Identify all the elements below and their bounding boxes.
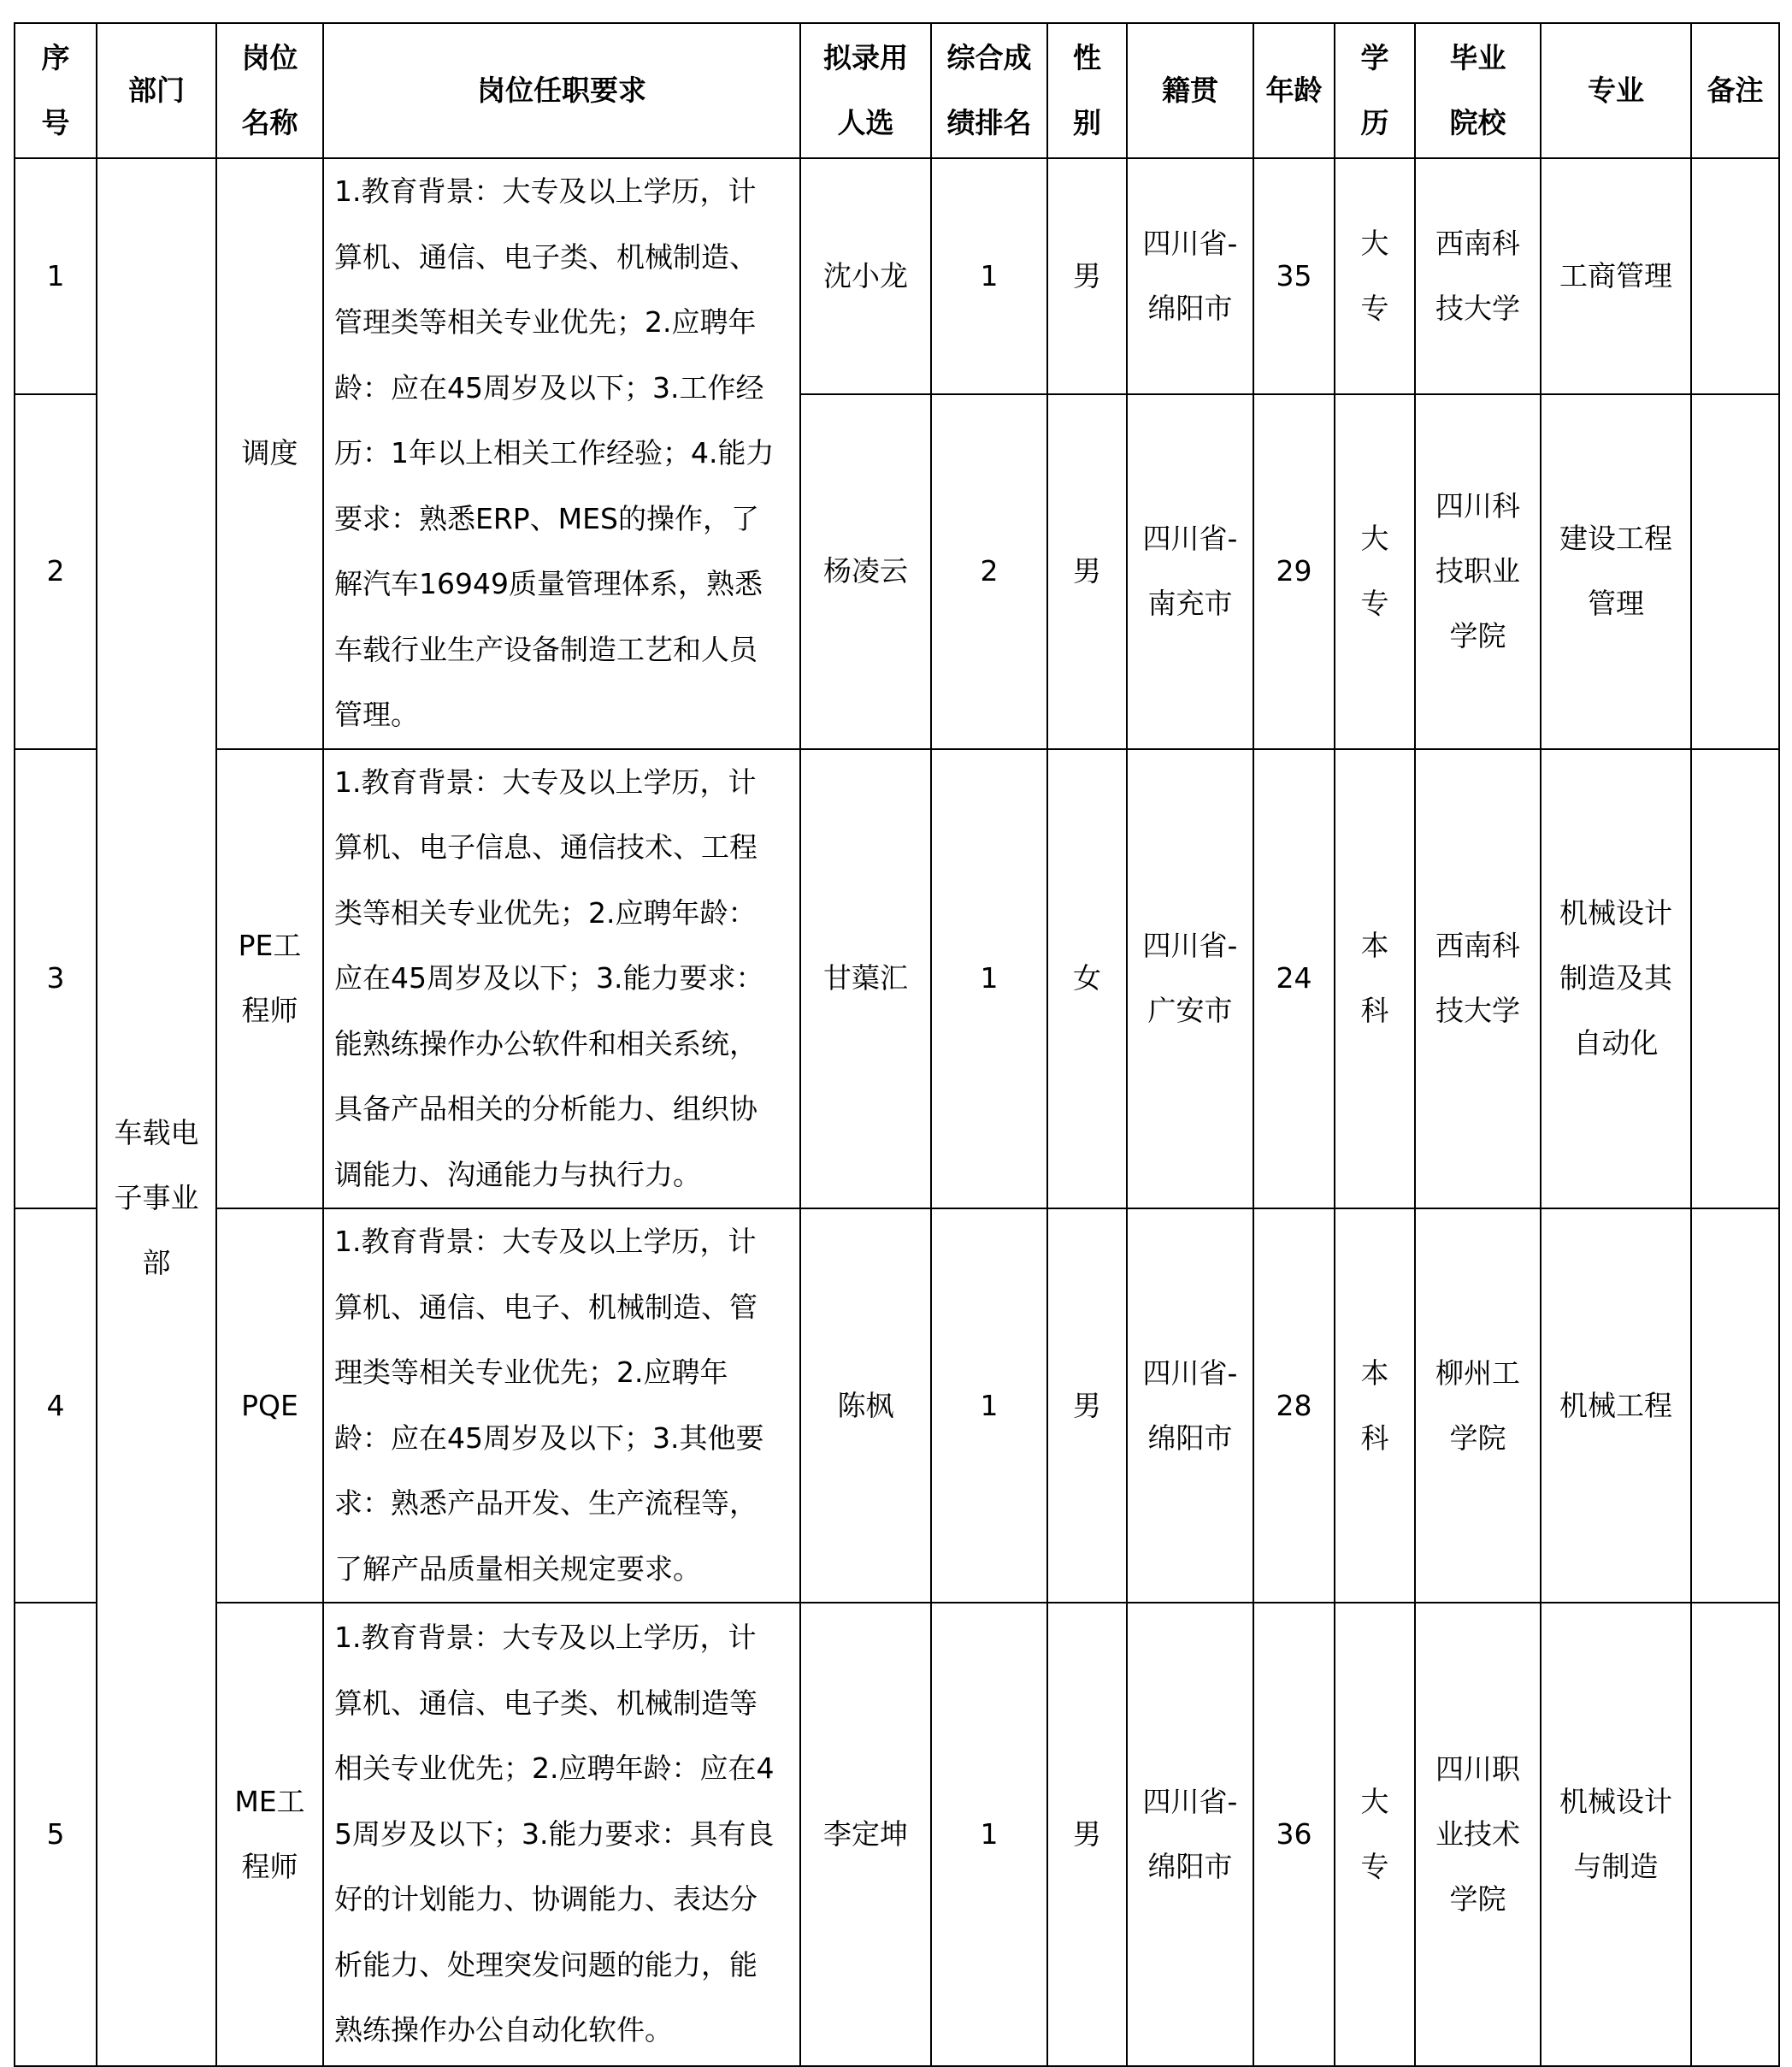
cell-school: 四川职 业技术 学院 [1415, 1603, 1541, 2066]
cell-candidate: 李定坤 [800, 1603, 931, 2066]
cell-rank: 1 [931, 1208, 1047, 1603]
cell-requirements: 1.教育背景：大专及以上学历，计算机、通信、电子类、机械制造、管理类等相关专业优先；2.应聘年龄：应在45周岁及以下；3.工作经历：1年以上相关工作经验；4.能力要求：熟悉ERP、MES的操作，了解汽车16949质量管理体系，熟悉车载行业生产设备制造工艺和人员管理。 [323, 158, 800, 749]
cell-gender: 男 [1047, 1208, 1127, 1603]
table-row [15, 1208, 1779, 1603]
header-education: 学 历 [1335, 23, 1415, 158]
cell-major: 工商管理 [1541, 158, 1691, 394]
header-row [15, 23, 1779, 158]
cell-requirements: 1.教育背景：大专及以上学历，计算机、通信、电子、机械制造、管理类等相关专业优先；2.应聘年龄：应在45周岁及以下；3.其他要求：熟悉产品开发、生产流程等，了解产品质量相关规定要求。 [323, 1208, 800, 1603]
table-row [15, 749, 1779, 1209]
cell-origin: 四川省- 南充市 [1127, 394, 1253, 749]
cell-candidate: 沈小龙 [800, 158, 931, 394]
cell-origin: 四川省- 绵阳市 [1127, 1603, 1253, 2066]
cell-school: 柳州工 学院 [1415, 1208, 1541, 1603]
header-seq: 序 号 [15, 23, 97, 158]
cell-school: 四川科 技职业 学院 [1415, 394, 1541, 749]
cell-school: 西南科 技大学 [1415, 749, 1541, 1209]
cell-age: 35 [1253, 158, 1335, 394]
cell-education: 大 专 [1335, 1603, 1415, 2066]
header-age: 年龄 [1253, 23, 1335, 158]
cell-remark [1691, 1603, 1779, 2066]
cell-candidate: 陈枫 [800, 1208, 931, 1603]
header-school: 毕业 院校 [1415, 23, 1541, 158]
header-major: 专业 [1541, 23, 1691, 158]
cell-gender: 女 [1047, 749, 1127, 1209]
cell-rank: 2 [931, 394, 1047, 749]
cell-position-pe: PE工 程师 [216, 749, 323, 1209]
cell-major: 机械设计 与制造 [1541, 1603, 1691, 2066]
cell-seq: 1 [15, 158, 97, 394]
cell-seq: 3 [15, 749, 97, 1209]
header-candidate: 拟录用 人选 [800, 23, 931, 158]
cell-position-me: ME工 程师 [216, 1603, 323, 2066]
cell-requirements: 1.教育背景：大专及以上学历，计算机、通信、电子类、机械制造等相关专业优先；2.应聘年龄：应在45周岁及以下；3.能力要求：具有良好的计划能力、协调能力、表达分析能力、处理突发问题的能力，能熟练操作办公自动化软件。 [323, 1603, 800, 2066]
header-origin: 籍贯 [1127, 23, 1253, 158]
header-dept: 部门 [97, 23, 216, 158]
header-position: 岗位 名称 [216, 23, 323, 158]
table-row [15, 158, 1779, 394]
cell-age: 29 [1253, 394, 1335, 749]
cell-seq: 2 [15, 394, 97, 749]
cell-remark [1691, 394, 1779, 749]
cell-seq: 4 [15, 1208, 97, 1603]
cell-rank: 1 [931, 749, 1047, 1209]
cell-age: 36 [1253, 1603, 1335, 2066]
table-row [15, 1603, 1779, 2066]
cell-seq: 5 [15, 1603, 97, 2066]
cell-origin: 四川省- 广安市 [1127, 749, 1253, 1209]
cell-major: 建设工程 管理 [1541, 394, 1691, 749]
cell-remark [1691, 1208, 1779, 1603]
cell-age: 28 [1253, 1208, 1335, 1603]
header-remark: 备注 [1691, 23, 1779, 158]
cell-origin: 四川省- 绵阳市 [1127, 158, 1253, 394]
cell-gender: 男 [1047, 394, 1127, 749]
cell-remark [1691, 749, 1779, 1209]
cell-education: 大 专 [1335, 158, 1415, 394]
cell-origin: 四川省- 绵阳市 [1127, 1208, 1253, 1603]
cell-department: 车载电 子事业 部 [97, 158, 216, 2066]
cell-remark [1691, 158, 1779, 394]
cell-education: 本 科 [1335, 1208, 1415, 1603]
cell-education: 大 专 [1335, 394, 1415, 749]
cell-candidate: 杨凌云 [800, 394, 931, 749]
recruitment-table [14, 22, 1780, 2067]
cell-candidate: 甘蕖汇 [800, 749, 931, 1209]
cell-gender: 男 [1047, 1603, 1127, 2066]
header-rank: 综合成 绩排名 [931, 23, 1047, 158]
cell-major: 机械设计 制造及其 自动化 [1541, 749, 1691, 1209]
cell-requirements: 1.教育背景：大专及以上学历，计算机、电子信息、通信技术、工程类等相关专业优先；2.应聘年龄：应在45周岁及以下；3.能力要求：能熟练操作办公软件和相关系统，具备产品相关的分析能力、组织协调能力、沟通能力与执行力。 [323, 749, 800, 1209]
header-requirements: 岗位任职要求 [323, 23, 800, 158]
cell-position-pqe: PQE [216, 1208, 323, 1603]
cell-school: 西南科 技大学 [1415, 158, 1541, 394]
cell-education: 本 科 [1335, 749, 1415, 1209]
header-gender: 性 别 [1047, 23, 1127, 158]
cell-position-dispatch: 调度 [216, 158, 323, 749]
cell-age: 24 [1253, 749, 1335, 1209]
cell-major: 机械工程 [1541, 1208, 1691, 1603]
cell-rank: 1 [931, 1603, 1047, 2066]
cell-rank: 1 [931, 158, 1047, 394]
cell-gender: 男 [1047, 158, 1127, 394]
